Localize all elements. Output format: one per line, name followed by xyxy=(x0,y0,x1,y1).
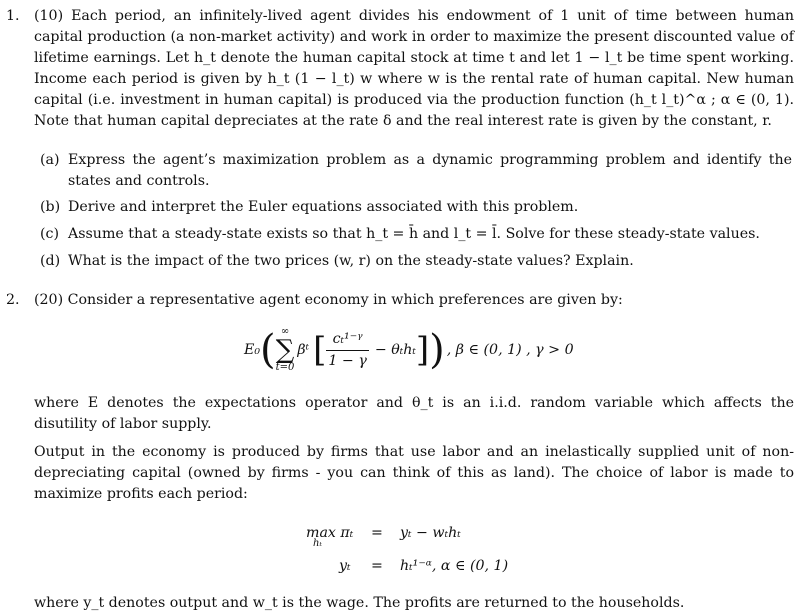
open-bracket: [ xyxy=(313,330,327,370)
utility-fraction xyxy=(326,329,368,372)
expectation-operator: E₀ xyxy=(244,341,261,358)
question-2-number: 2. xyxy=(6,292,20,308)
part-text: What is the impact of the two prices (w, r) on the steady-state values? Explain. xyxy=(68,253,634,269)
sum-lower-limit: t=0 xyxy=(275,362,295,373)
question-1-text: (10) Each period, an infinitely-lived agent divides his endowment of 1 unit of time between human capital production (a non-market activity) and work in order to maximize the present discounted value of lifetime earnings. Let h_t denote the human capital stock at time t and let 1 − l_t be time spent working. Income each period is given by h_t (1 − l_t) w where w is the rental rate of human capital. New human capital (i.e. investment in human capital) is produced via the production function (h_t l_t)^α ; α ∈ (0, 1). Note that human capital depreciates at the rate δ and the real interest rate is given by the constant, r. xyxy=(34,8,794,129)
question-1-part-b xyxy=(40,197,792,218)
question-2 xyxy=(6,290,794,311)
profit-rhs: yₜ − wₜhₜ xyxy=(400,525,461,541)
part-label: (c) xyxy=(40,226,60,242)
close-paren: ) xyxy=(429,327,445,373)
part-text: Express the agent’s maximization problem as a dynamic programming problem and identify the states and controls. xyxy=(68,152,792,189)
part-text: Derive and interpret the Euler equations associated with this problem. xyxy=(68,199,579,215)
question-1-part-a xyxy=(40,150,792,192)
production-equals: = xyxy=(371,558,383,574)
question-2-intro: (20) Consider a representative agent economy in which preferences are given by: xyxy=(34,292,623,308)
sum-sign: ∑ xyxy=(275,335,295,365)
part-label: (d) xyxy=(40,253,61,269)
profit-max-label: max πₜ xyxy=(306,525,354,541)
discount-factor: βᵗ xyxy=(297,341,310,358)
parameter-conditions: , β ∈ (0, 1) , γ > 0 xyxy=(446,341,574,358)
expectations-note xyxy=(6,393,794,435)
close-bracket: ] xyxy=(415,330,430,370)
expectations-note-text: where E denotes the expectations operator and θ_t is an i.i.d. random variable which affects the disutility of labor supply. xyxy=(34,395,794,432)
part-label: (a) xyxy=(40,152,60,168)
part-text: Assume that a steady-state exists so that h_t = h̄ and l_t = l̄. Solve for these steady-state values. xyxy=(68,226,760,242)
question-1-number: 1. xyxy=(6,8,20,24)
closing-note-text: where y_t denotes output and w_t is the wage. The profits are returned to the households. xyxy=(34,595,685,611)
labor-disutility-term: − θₜhₜ xyxy=(374,341,416,358)
closing-note xyxy=(6,593,794,614)
question-1-part-c xyxy=(40,224,792,245)
profit-max-subscript: hₜ xyxy=(313,538,322,549)
question-1-part-d xyxy=(40,251,792,272)
output-description-text: Output in the economy is produced by firms that use labor and an inelastically supplied unit of non-depreciating capital (owned by firms - you can think of this as land). The choice of labor is made to maximize profits each period: xyxy=(34,444,794,502)
preferences-equation xyxy=(244,318,574,382)
production-lhs: yₜ xyxy=(339,558,351,574)
open-paren: ( xyxy=(260,327,276,373)
question-1 xyxy=(6,6,794,132)
sum-upper-limit: ∞ xyxy=(280,326,290,337)
fraction-numerator: cₜ¹⁻ᵞ xyxy=(326,329,368,351)
fraction-denominator: 1 − γ xyxy=(328,352,367,369)
profit-equals: = xyxy=(371,525,383,541)
summation xyxy=(276,327,295,373)
part-label: (b) xyxy=(40,199,61,215)
output-description xyxy=(6,442,794,505)
production-rhs: hₜ¹⁻ᵅ, α ∈ (0, 1) xyxy=(400,558,509,574)
